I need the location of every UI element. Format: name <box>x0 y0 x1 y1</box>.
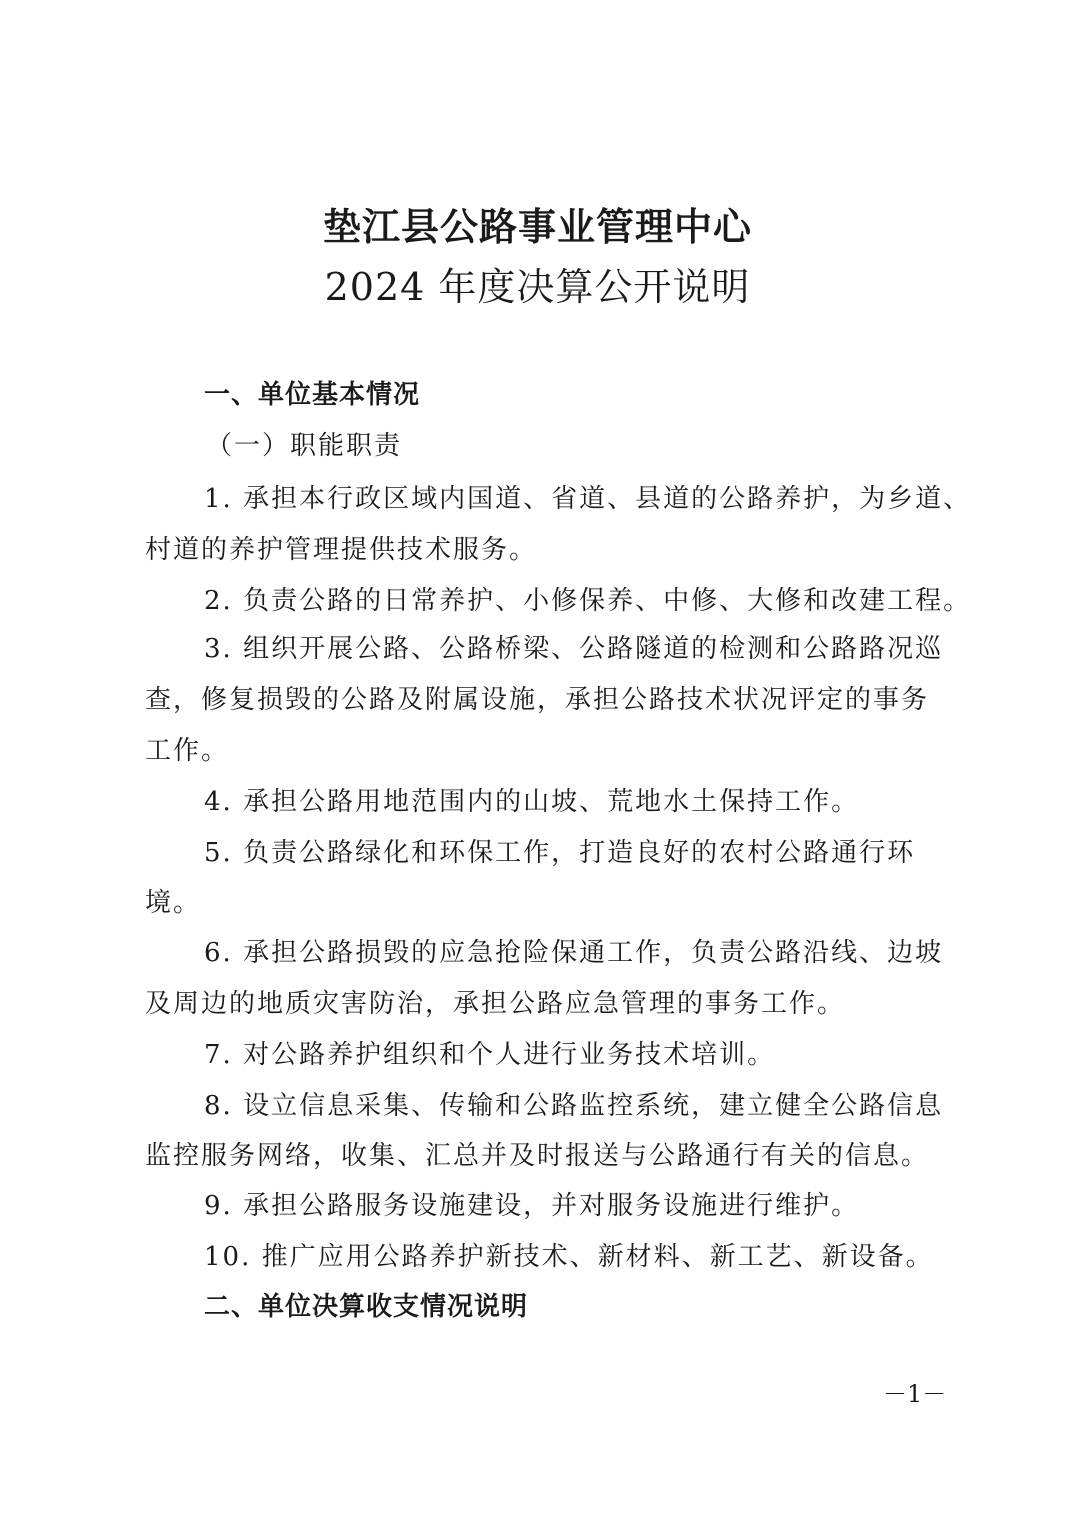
section-heading-2: 二、单位决算收支情况说明 <box>204 1292 529 1322</box>
paragraph-line: 6. 承担公路损毁的应急抢险保通工作，负责公路沿线、边坡 <box>204 938 944 968</box>
paragraph-line: 查，修复损毁的公路及附属设施，承担公路技术状况评定的事务 <box>145 685 930 715</box>
paragraph-line: 5. 负责公路绿化和环保工作，打造良好的农村公路通行环 <box>204 838 916 868</box>
paragraph-line: 及周边的地质灾害防治，承担公路应急管理的事务工作。 <box>145 989 846 1019</box>
paragraph-line: 工作。 <box>145 736 230 766</box>
paragraph-line: 监控服务网络，收集、汇总并及时报送与公路通行有关的信息。 <box>145 1141 930 1171</box>
paragraph-line: 7. 对公路养护组织和个人进行业务技术培训。 <box>204 1040 776 1070</box>
paragraph-line: 10. 推广应用公路养护新技术、新材料、新工艺、新设备。 <box>204 1242 934 1272</box>
paragraph-line: 3. 组织开展公路、公路桥梁、公路隧道的检测和公路路况巡 <box>204 634 944 664</box>
paragraph-line: 1. 承担本行政区域内国道、省道、县道的公路养护，为乡道、 <box>204 484 972 514</box>
paragraph-line: 4. 承担公路用地范围内的山坡、荒地水土保持工作。 <box>204 787 860 817</box>
section-heading-1: 一、单位基本情况 <box>204 380 421 410</box>
paragraph-line: 8. 设立信息采集、传输和公路监控系统，建立健全公路信息 <box>204 1091 944 1121</box>
document-title-line1: 垫江县公路事业管理中心 <box>322 205 752 249</box>
paragraph-line: 9. 承担公路服务设施建设，并对服务设施进行维护。 <box>204 1191 860 1221</box>
subsection-heading-1: （一）职能职责 <box>206 431 403 461</box>
paragraph-line: 2. 负责公路的日常养护、小修保养、中修、大修和改建工程。 <box>204 586 972 616</box>
document-title-line2: 2024 年度决算公开说明 <box>324 265 751 309</box>
page-number: －1－ <box>883 1380 947 1408</box>
paragraph-line: 境。 <box>145 888 202 918</box>
paragraph-line: 村道的养护管理提供技术服务。 <box>145 535 538 565</box>
